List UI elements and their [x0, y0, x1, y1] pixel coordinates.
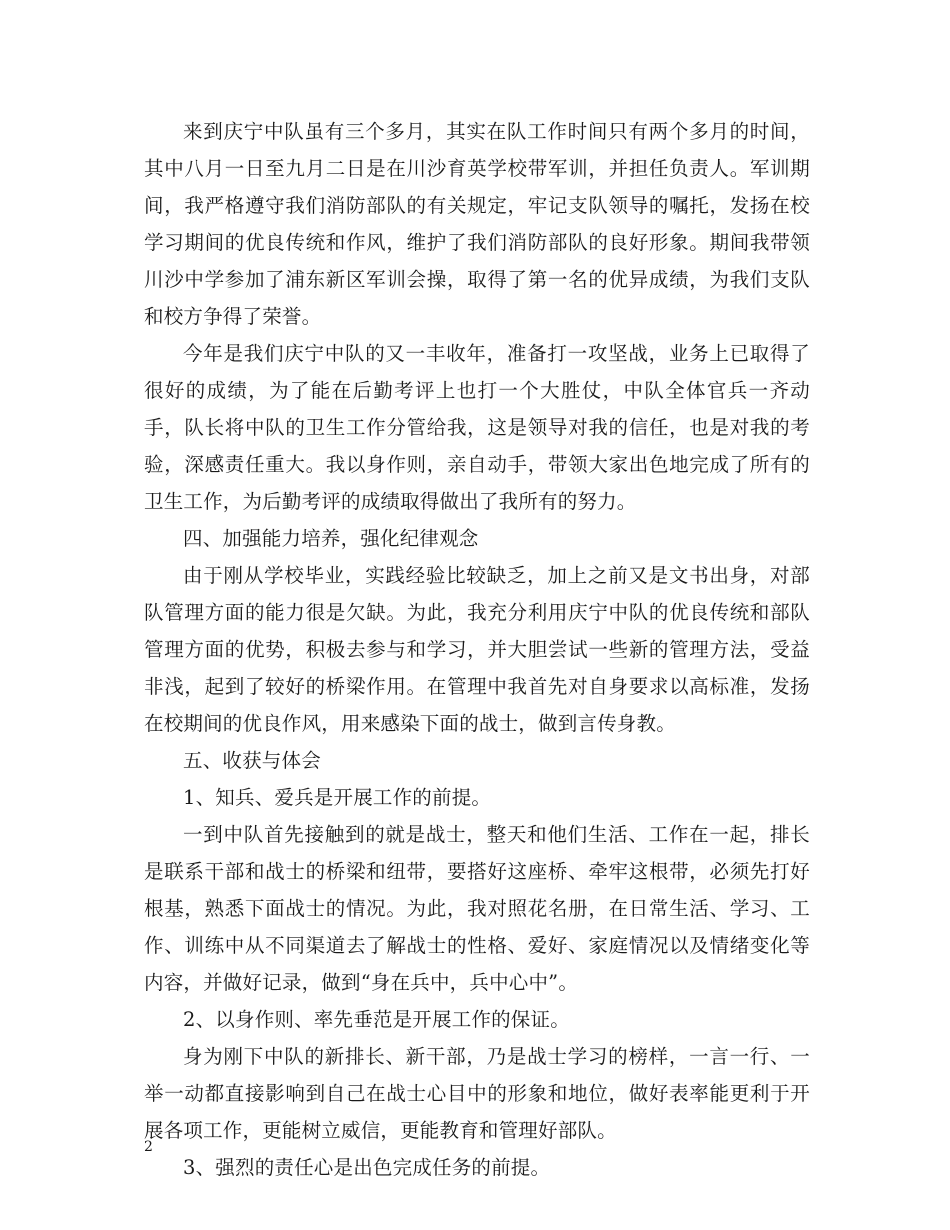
paragraph-management: 由于刚从学校毕业，实践经验比较缺乏，加上之前又是文书出身，对部队管理方面的能力很是欠缺。为此，我充分利用庆宁中队的优良传统和部队管理方面的优势，积极去参与和学习，并大胆尝试一些新的管理方法，受益非浅，起到了较好的桥梁作用。在管理中我首先对自身要求以高标准，发扬在校期间的优良作风，用来感染下面的战士，做到言传身教。 — [144, 564, 810, 735]
subheading-know-soldiers: 1、知兵、爱兵是开展工作的前提。 — [183, 786, 492, 809]
paragraph-know-soldiers: 一到中队首先接触到的就是战士，整天和他们生活、工作在一起，排长是联系干部和战士的桥梁和纽带，要搭好这座桥、牵牢这根带，必须先打好根基，熟悉下面战士的情况。为此，我对照花名册，在日常生活、学习、工作、训练中从不同渠道去了解战士的性格、爱好、家庭情况以及情绪变化等内容，并做好记录，做到“身在兵中，兵中心中”。 — [144, 823, 810, 994]
section-heading-harvest: 五、收获与体会 — [183, 749, 321, 772]
subheading-lead-by-example: 2、以身作则、率先垂范是开展工作的保证。 — [183, 1008, 570, 1031]
page-number: 2 — [144, 1139, 153, 1155]
document-body — [144, 113, 810, 1186]
section-heading-ability: 四、加强能力培养，强化纪律观念 — [183, 527, 479, 550]
paragraph-hygiene-work: 今年是我们庆宁中队的又一丰收年，准备打一攻坚战，业务上已取得了很好的成绩，为了能在后勤考评上也打一个大胜仗，中队全体官兵一齐动手，队长将中队的卫生工作分管给我，这是领导对我的信任，也是对我的考验，深感责任重大。我以身作则，亲自动手，带领大家出色地完成了所有的卫生工作，为后勤考评的成绩取得做出了我所有的努力。 — [144, 342, 810, 513]
paragraph-military-training: 来到庆宁中队虽有三个多月，其实在队工作时间只有两个多月的时间，其中八月一日至九月二日是在川沙育英学校带军训，并担任负责人。军训期间，我严格遵守我们消防部队的有关规定，牢记支队领导的嘱托，发扬在校学习期间的优良传统和作风，维护了我们消防部队的良好形象。期间我带领川沙中学参加了浦东新区军训会操，取得了第一名的优异成绩，为我们支队和校方争得了荣誉。 — [144, 120, 810, 328]
paragraph-lead-by-example: 身为刚下中队的新排长、新干部，乃是战士学习的榜样，一言一行、一举一动都直接影响到自己在战士心目中的形象和地位，做好表率能更利于开展各项工作，更能树立威信，更能教育和管理好部队。 — [144, 1045, 810, 1142]
subheading-responsibility: 3、强烈的责任心是出色完成任务的前提。 — [183, 1156, 551, 1179]
